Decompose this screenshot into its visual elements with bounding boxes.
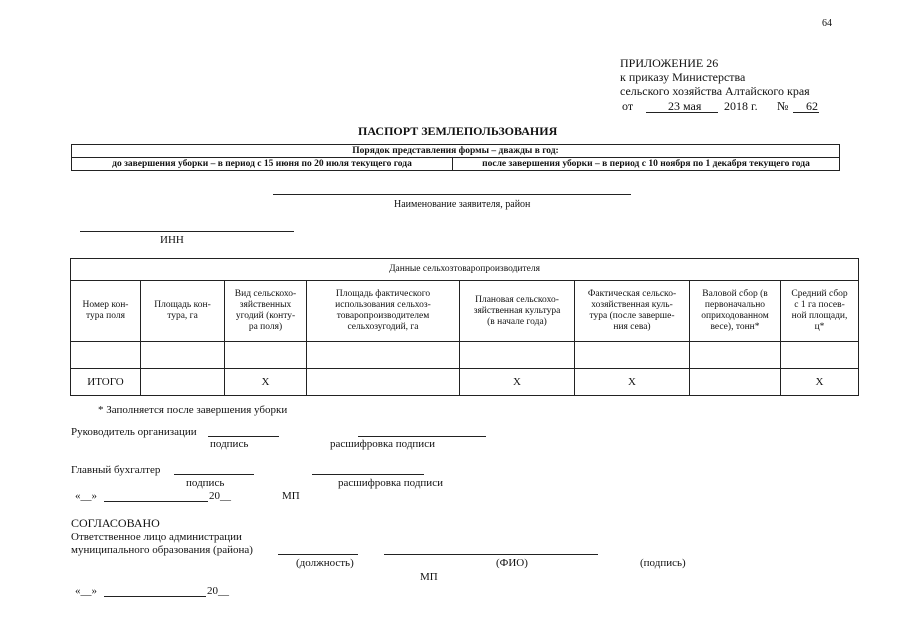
table-cell[interactable] [460,342,575,369]
submission-period-before: до завершения уборки – в период с 15 июня по 20 июля текущего года [72,158,453,171]
head-sign-caption: подпись [210,438,249,450]
head-signature-line[interactable] [208,436,279,437]
document-title: ПАСПОРТ ЗЕМЛЕПОЛЬЗОВАНИЯ [358,124,558,138]
appendix-title: ПРИЛОЖЕНИЕ 26 [620,56,719,70]
submission-period-after: после завершения уборки – в период с 10 ноября по 1 декабря текущего года [453,158,840,171]
agreed-title: СОГЛАСОВАНО [71,516,160,530]
accountant-date-quote: «__» [75,490,97,502]
appendix-line2: к приказу Министерства [620,70,746,84]
total-cell: Х [460,369,575,396]
appendix-number-label: № [777,99,789,113]
agreed-date-line[interactable] [104,596,206,597]
applicant-caption: Наименование заявителя, район [394,199,531,210]
table-row-empty [71,342,859,369]
inn-label: ИНН [160,234,184,246]
column-header: Фактическая сельско- хозяйственная куль- тура (после заверше- ния сева) [575,281,690,342]
page-number: 64 [822,18,832,29]
agreed-date-quote: «__» [75,585,97,597]
footnote: * Заполняется после завершения уборки [98,404,288,416]
accountant-year: 20__ [209,490,231,502]
agreed-position-caption: (должность) [296,557,354,569]
table-cell[interactable] [141,342,225,369]
column-header: Валовой сбор (в первоначально оприходованном весе), тонн* [690,281,781,342]
agreed-signature-caption: (подпись) [640,557,686,569]
total-cell: Х [575,369,690,396]
inn-line [80,231,294,232]
accountant-signature-line[interactable] [174,474,254,475]
agreed-fio-line[interactable] [384,554,598,555]
accountant-label: Главный бухгалтер [71,464,161,476]
appendix-number: 62 [806,99,818,113]
total-cell[interactable] [141,369,225,396]
table-cell[interactable] [575,342,690,369]
table-group-header: Данные сельхозтоваропроизводителя [71,259,859,281]
agreed-year: 20__ [207,585,229,597]
column-header: Вид сельскохо- зяйственных угодий (конту- ра поля) [225,281,307,342]
appendix-date: 23 мая [668,99,702,113]
head-decode-line[interactable] [358,436,486,437]
agreed-position-line[interactable] [278,554,358,555]
total-cell: Х [225,369,307,396]
appendix-line3: сельского хозяйства Алтайского края [620,84,810,98]
table-cell[interactable] [71,342,141,369]
total-cell[interactable] [690,369,781,396]
table-cell[interactable] [307,342,460,369]
head-label: Руководитель организации [71,426,197,438]
appendix-from-label: от [622,99,634,113]
head-decode-caption: расшифровка подписи [330,438,435,450]
table-row-total [71,369,859,396]
submission-order-heading: Порядок представления формы – дважды в год: [72,145,840,158]
total-cell[interactable] [307,369,460,396]
table-cell[interactable] [781,342,859,369]
total-cell: ИТОГО [71,369,141,396]
appendix-year: 2018 г. [724,99,758,113]
total-cell: Х [781,369,859,396]
accountant-decode-caption: расшифровка подписи [338,477,443,489]
column-header: Средний сбор с 1 га посев- ной площади, ц* [781,281,859,342]
agreed-stamp: МП [420,571,438,583]
accountant-stamp: МП [282,490,300,502]
accountant-decode-line[interactable] [312,474,424,475]
applicant-line [273,194,631,195]
accountant-sign-caption: подпись [186,477,225,489]
agreed-line1: Ответственное лицо администрации [71,531,242,543]
table-cell[interactable] [690,342,781,369]
agreed-fio-caption: (ФИО) [496,557,528,569]
producer-data-table [70,258,859,396]
submission-order-box [71,144,840,171]
accountant-date-line[interactable] [104,501,208,502]
table-cell[interactable] [225,342,307,369]
column-header: Площадь фактического использования сельхоз- товаропроизводителем сельхозугодий, га [307,281,460,342]
agreed-line2: муниципального образования (района) [71,544,253,556]
column-header: Площадь кон- тура, га [141,281,225,342]
column-header: Плановая сельскохо- зяйственная культура (в начале года) [460,281,575,342]
column-header: Номер кон- тура поля [71,281,141,342]
